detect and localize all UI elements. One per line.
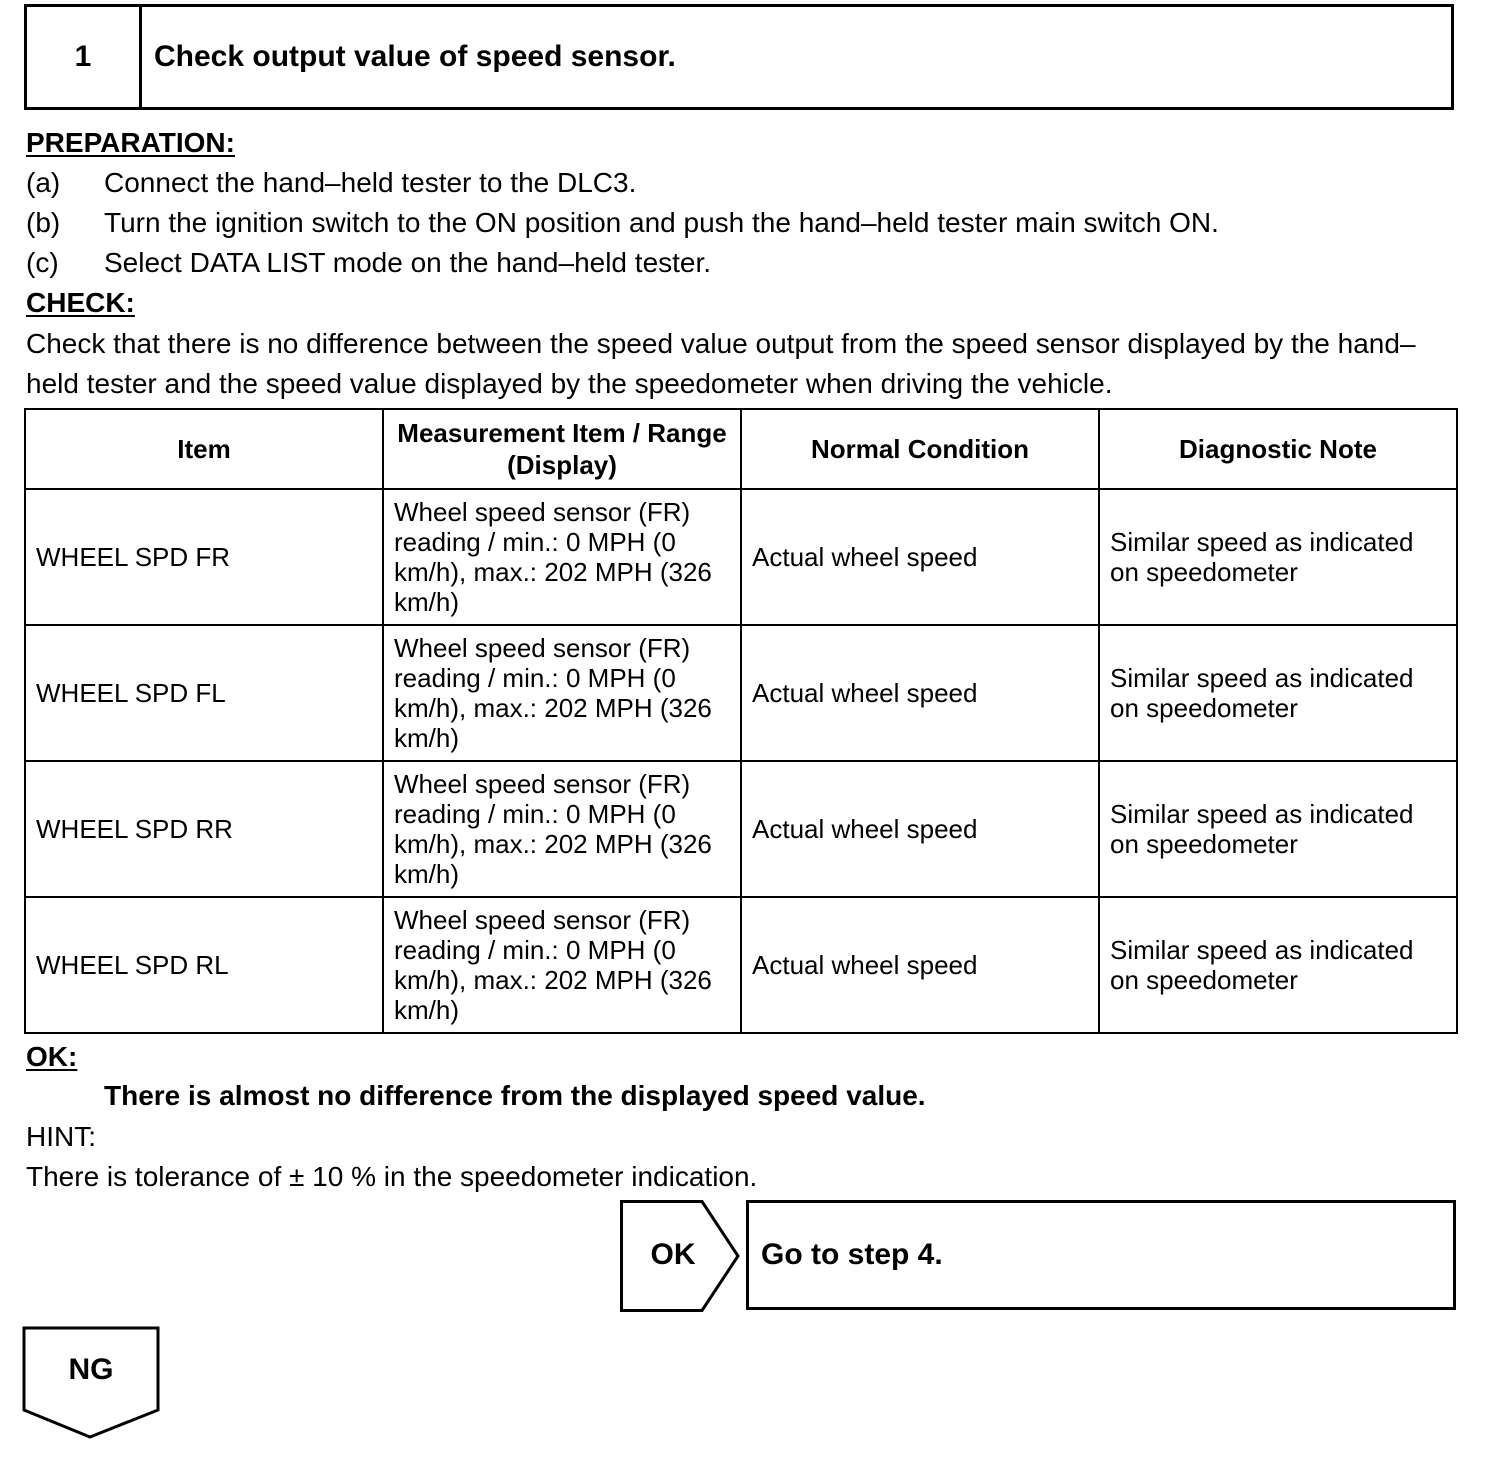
preparation-label: PREPARATION: — [26, 127, 235, 158]
table-header-diagnostic-note: Diagnostic Note — [1099, 409, 1457, 489]
table-cell-diagnostic-note: Similar speed as indicated on speedometer — [1099, 489, 1457, 625]
table-header-measurement: Measurement Item / Range (Display) — [383, 409, 741, 489]
table-row — [25, 489, 1457, 625]
table-cell-normal-condition: Actual wheel speed — [741, 489, 1099, 625]
step-number: 1 — [27, 7, 142, 107]
table-cell-measurement: Wheel speed sensor (FR) reading / min.: 0 MPH (0 km/h), max.: 202 MPH (326 km/h) — [383, 761, 741, 897]
preparation-item-c — [26, 246, 711, 280]
table-row — [25, 625, 1457, 761]
table-header-row — [25, 409, 1457, 489]
table-cell-measurement: Wheel speed sensor (FR) reading / min.: 0 MPH (0 km/h), max.: 202 MPH (326 km/h) — [383, 489, 741, 625]
preparation-item-text: Select DATA LIST mode on the hand–held tester. — [104, 247, 712, 278]
table-cell-measurement: Wheel speed sensor (FR) reading / min.: 0 MPH (0 km/h), max.: 202 MPH (326 km/h) — [383, 897, 741, 1033]
preparation-item-a — [26, 166, 636, 200]
ok-action-text: Go to step 4. — [761, 1238, 943, 1271]
step-header — [24, 4, 1454, 110]
preparation-item-b — [26, 206, 1219, 240]
preparation-item-tag: (c) — [26, 247, 59, 278]
table-header-item: Item — [25, 409, 383, 489]
check-description: Check that there is no difference between the speed value output from the speed sensor displayed by the hand–held tester and the speed value displayed by the speedometer when driving the vehicle. — [26, 328, 1416, 399]
hint-label: HINT: — [26, 1121, 96, 1152]
ok-badge-label: OK — [650, 1238, 696, 1271]
table-cell-normal-condition: Actual wheel speed — [741, 761, 1099, 897]
preparation-item-tag: (b) — [26, 207, 61, 238]
table-cell-normal-condition: Actual wheel speed — [741, 897, 1099, 1033]
check-heading — [26, 286, 135, 320]
table-cell-item: WHEEL SPD FR — [25, 489, 383, 625]
preparation-heading — [26, 126, 235, 160]
preparation-item-text: Turn the ignition switch to the ON position and push the hand–held tester main switch ON. — [104, 207, 1219, 238]
preparation-item-tag: (a) — [26, 167, 61, 198]
table-header-normal-condition: Normal Condition — [741, 409, 1099, 489]
table-cell-item: WHEEL SPD RR — [25, 761, 383, 897]
ok-heading — [26, 1040, 77, 1074]
table-cell-normal-condition: Actual wheel speed — [741, 625, 1099, 761]
table-cell-item: WHEEL SPD FL — [25, 625, 383, 761]
step-title: Check output value of speed sensor. — [154, 40, 676, 73]
ok-criterion: There is almost no difference from the displayed speed value. — [104, 1080, 926, 1111]
ok-label: OK: — [26, 1041, 78, 1072]
table-cell-item: WHEEL SPD RL — [25, 897, 383, 1033]
hint-text: There is tolerance of ± 10 % in the speedometer indication. — [26, 1161, 758, 1192]
preparation-item-text: Connect the hand–held tester to the DLC3. — [104, 167, 637, 198]
table-row — [25, 761, 1457, 897]
table-cell-diagnostic-note: Similar speed as indicated on speedometer — [1099, 897, 1457, 1033]
check-label: CHECK: — [26, 287, 135, 318]
table-cell-measurement: Wheel speed sensor (FR) reading / min.: 0 MPH (0 km/h), max.: 202 MPH (326 km/h) — [383, 625, 741, 761]
data-list-table — [24, 408, 1458, 1034]
table-row — [25, 897, 1457, 1033]
table-cell-diagnostic-note: Similar speed as indicated on speedometer — [1099, 761, 1457, 897]
ng-badge-label: NG — [68, 1353, 114, 1386]
table-cell-diagnostic-note: Similar speed as indicated on speedometer — [1099, 625, 1457, 761]
ok-action-box — [746, 1200, 1456, 1310]
